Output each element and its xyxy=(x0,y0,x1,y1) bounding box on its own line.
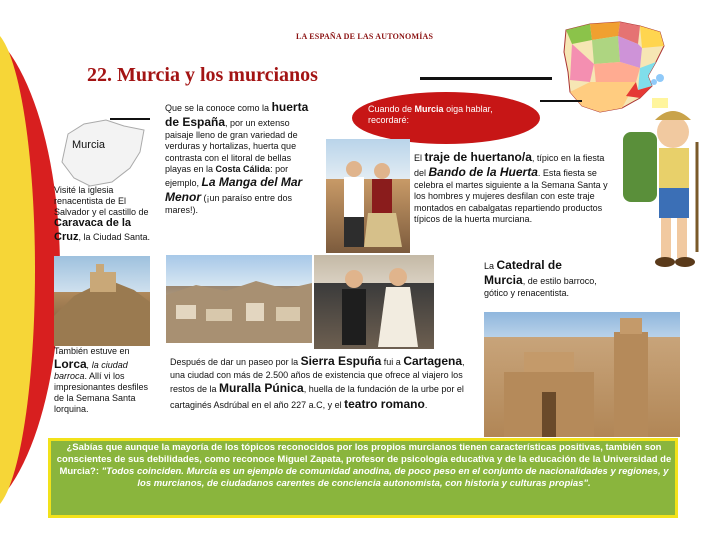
traje-paragraph xyxy=(414,150,614,225)
manga-italic: La Manga del Mar Menor xyxy=(165,175,303,204)
lorca-paragraph xyxy=(54,346,154,414)
costa-calida-bold: Costa Cálida xyxy=(215,163,271,174)
traje-pre: El xyxy=(414,153,425,163)
cartagena-bold: Cartagena xyxy=(403,354,462,368)
traje-mid: , típico en la fiesta del xyxy=(414,153,605,178)
catedral-pre: La xyxy=(484,261,497,271)
huerta-paragraph xyxy=(165,100,309,216)
sierra-mid3: , huella de la fundación de la urbe por el cartaginés Asdrúbal en el año 227 a.C, y el xyxy=(170,384,464,410)
lorca-italic: , la ciudad barroca xyxy=(54,359,128,382)
speech-bubble-text xyxy=(368,104,528,127)
catedral-photo xyxy=(484,312,680,437)
huerta-intro: Que se la conoce como la xyxy=(165,103,272,113)
muralla-punica-bold: Muralla Púnica xyxy=(219,381,304,396)
caravaca-tail: , la Ciudad Santa. xyxy=(78,231,151,242)
huerta-tail: (¡un paraíso entre dos mares!). xyxy=(165,193,293,215)
bando-huerta-italic: Bando de la Huerta xyxy=(428,165,538,179)
bubble-bold: Murcia xyxy=(414,104,444,114)
page-title: 22. Murcia y los murcianos xyxy=(87,64,318,86)
footer-text-main: ¿Sabías que aunque la mayoría de los tópicos reconocidos por los propios murcianos tienen características positivas, también son conscientes de sus debilidades, como reconoce Miguel Zapata, profesor de psicología educativa y de la educación de la Universidad de Murcia?: xyxy=(56,442,672,478)
catedral-bold: Catedral de Murcia xyxy=(484,258,562,287)
murcia-region-shape xyxy=(54,112,148,192)
footer-quote: "Todos coinciden. Murcia es un ejemplo de comunidad anodina, de poco peso en el conjunto de nacionalidades y regiones, y los murcianos, de ciudadanos carentes de conciencia autonomista, con historia y culturas propias". xyxy=(101,466,669,490)
sierra-post: . xyxy=(424,399,428,410)
header-subtitle: LA ESPAÑA DE LAS AUTONOMÍAS xyxy=(296,32,434,41)
footer-text xyxy=(54,442,674,491)
caravaca-bold: Caravaca de la Cruz xyxy=(54,217,132,243)
catedral-post: , de estilo barroco, gótico y renacentista. xyxy=(484,276,597,298)
murcia-label: Murcia xyxy=(72,139,106,151)
bubble-pointer-line xyxy=(540,100,582,102)
huerta-bold: huerta de España xyxy=(165,100,309,129)
sierra-mid2: , una ciudad con más de 2.500 años de existencia que ofrece al viajero los restos de la xyxy=(170,357,465,395)
sierra-espuna-bold: Sierra Espuña xyxy=(300,354,382,368)
caravaca-castle-photo xyxy=(54,256,150,346)
lorca-pre: También estuve en xyxy=(54,346,130,356)
huertanos-couple-photo xyxy=(326,139,410,253)
title-underline xyxy=(420,77,552,80)
catedral-paragraph xyxy=(484,258,606,299)
murcia-city-photo xyxy=(166,255,312,343)
teatro-romano-bold: teatro romano xyxy=(344,396,425,411)
lorca-post: . Allí vi los impresionantes desfiles de la Semana Santa lorquina. xyxy=(54,371,149,414)
bubble-post: oiga hablar, recordaré: xyxy=(368,104,493,126)
caravaca-paragraph xyxy=(54,185,150,244)
murcia-pointer-line xyxy=(110,118,150,120)
sierra-mid1: fui a xyxy=(381,357,404,367)
tourist-cartoon-image xyxy=(615,102,709,268)
folk-dancers-photo xyxy=(314,255,434,349)
traje-bold: traje de huertano/a xyxy=(424,150,532,164)
lorca-bold: Lorca xyxy=(54,356,87,371)
huerta-text: , por un extenso paisaje lleno de gran variedad de verduras y hortalizas, huerta que contrasta con el litoral de bellas playas en la xyxy=(165,118,298,174)
huerta-text-2: : por ejemplo, xyxy=(165,163,289,188)
caravaca-text: Visité la iglesia renacentista de El Salvador y el castillo de xyxy=(54,185,149,217)
sierra-cartagena-paragraph xyxy=(170,354,480,412)
bubble-pre: Cuando de xyxy=(368,104,415,114)
sierra-pre: Después de dar un paseo por la xyxy=(170,357,301,367)
traje-post: . Esta fiesta se celebra el martes siguiente a la Semana Santa y los hombres y mujeres desfilan con este traje montados en cabalgatas repartiendo productos típicos de la huerta murciana. xyxy=(414,168,608,224)
